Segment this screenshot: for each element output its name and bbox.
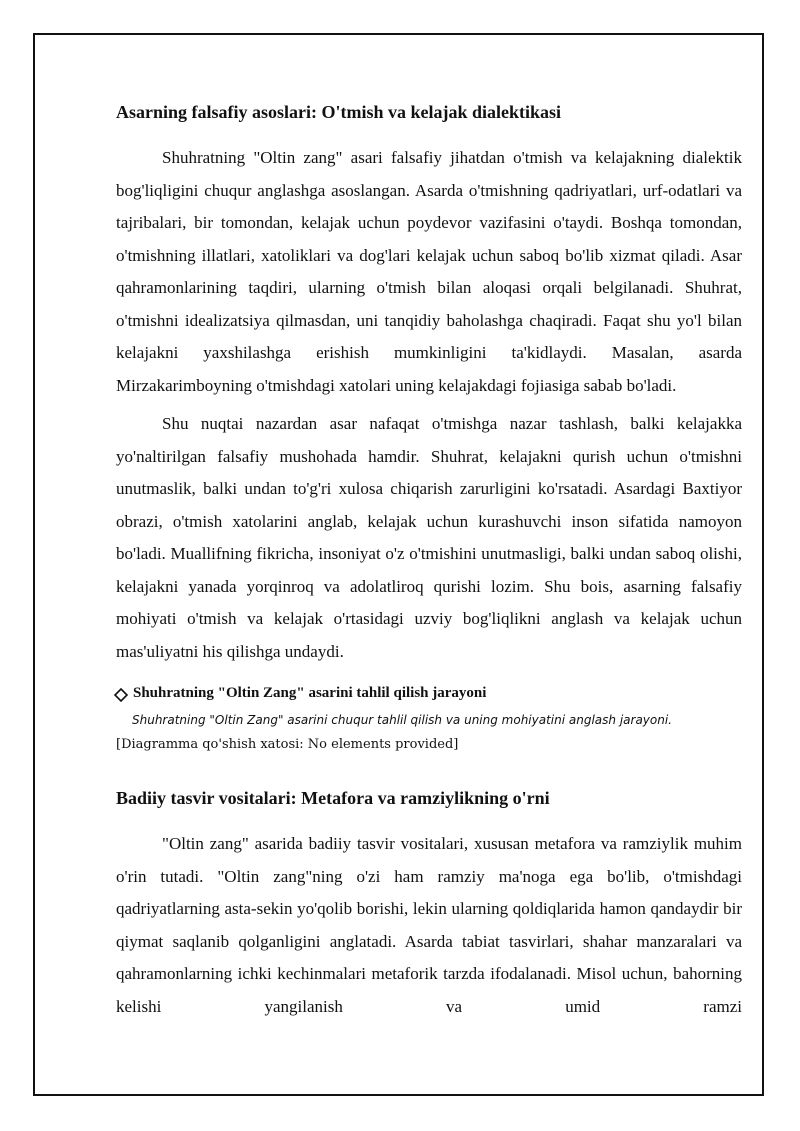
- paragraph: Shuhratning "Oltin zang" asari falsafiy jihatdan o'tmish va kelajakning dialektik bog'liqligini chuqur anglashga asoslangan. Asarda o'tmishning qadriyatlari, urf-odatlari va tajribalari, bir tomondan, kelajak uchun poydevor vazifasini o'taydi. Boshqa tomondan, o'tmishning illatlari, xatoliklari va dog'lari kelajak uchun saboq bo'lib xizmat qiladi. Asar qahramonlarining taqdiri, ularning o'tmish bilan aloqasi orqali belgilanadi. Shuhrat, o'tmishni idealizatsiya qilmasdan, uni tanqidiy baholashga chaqiradi. Faqat shu yo'l bilan kelajakni yaxshilashga erishish mumkinligini ta'kidlaydi. Masalan, asarda Mirzakarimboyning o'tmishdagi xatolari uning kelajakdagi fojiasiga sabab bo'ladi.: [116, 148, 742, 395]
- section-heading-artistic-devices: Badiiy tasvir vositalari: Metafora va ramziylikning o'rni: [116, 788, 550, 808]
- diagram-error-message: [Diagramma qo'shish xatosi: No elements provided]: [116, 737, 459, 752]
- diagram-subtitle: Shuhratning "Oltin Zang" asarini chuqur tahlil qilish va uning mohiyatini anglash jarayoni.: [132, 713, 672, 727]
- paragraph: "Oltin zang" asarida badiiy tasvir vositalari, xususan metafora va ramziylik muhim o'rin tutadi. "Oltin zang"ning o'zi ham ramziy ma'noga ega bo'lib, o'tmishdagi qadriyatlarning asta-sekin yo'qolib borishi, lekin ularning qoldiqlarida hamon qandaydir bir qiymat saqlanib qolganligini anglatadi. Asarda tabiat tasvirlari, shahar manzaralari va qahramonlarning ichki kechinmalari metaforik tarzda ifodalanadi. Misol uchun, bahorning kelishi yangilanish va umid ramzi: [116, 834, 742, 1016]
- diagram-placeholder: [116, 682, 742, 756]
- diagram-title: Shuhratning "Oltin Zang" asarini tahlil qilish jarayoni: [133, 685, 487, 701]
- paragraph: Shu nuqtai nazardan asar nafaqat o'tmishga nazar tashlash, balki kelajakka yo'naltirilgan falsafiy mushohada hamdir. Shuhrat, kelajakni qurish uchun o'tmishni unutmaslik, balki undan to'g'ri xulosa chiqarish zarurligini ko'rsatadi. Asardagi Baxtiyor obrazi, o'tmish xatolarini anglab, kelajak uchun kurashuvchi inson sifatida namoyon bo'ladi. Muallifning fikricha, insoniyat o'z o'tmishini unutmasligi, balki undan saboq olishi, kelajakni yanada yorqinroq va adolatliroq qurishi lozim. Shu bois, asarning falsafiy mohiyati o'tmish va kelajak o'rtasidagi uzviy bog'liqlikni anglash va kelajak uchun mas'uliyatni his qilishga undaydi.: [116, 414, 742, 661]
- diagram-title-row: [114, 682, 742, 704]
- diamond-outline-icon: [114, 687, 126, 699]
- document-content: [116, 96, 742, 1029]
- section-heading-philosophical-basis: Asarning falsafiy asoslari: O'tmish va kelajak dialektikasi: [116, 102, 562, 122]
